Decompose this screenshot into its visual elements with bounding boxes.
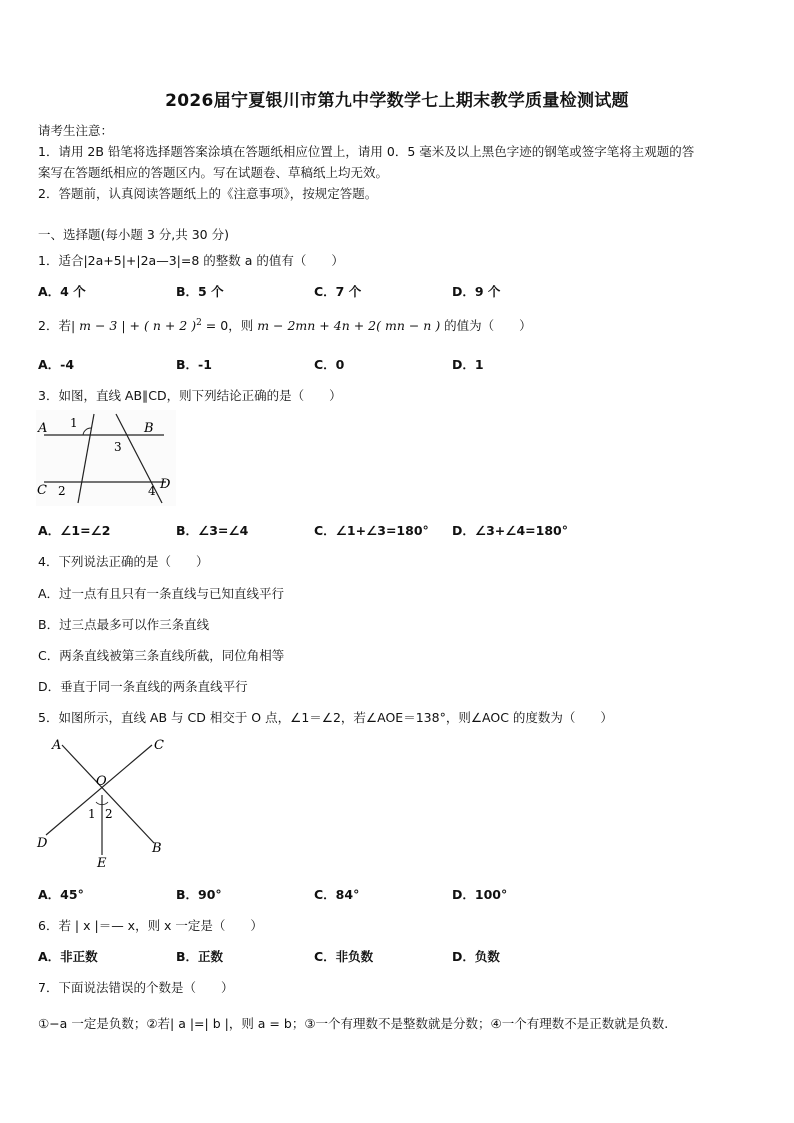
notice-item-2: 2．答题前，认真阅读答题纸上的《注意事项》，按规定答题。: [38, 186, 378, 201]
q3-label-a: A: [38, 421, 48, 436]
question-6-option-a: A．非正数: [38, 949, 98, 964]
question-1-option-d: D．9 个: [452, 284, 501, 299]
question-4-option-c: C．两条直线被第三条直线所截，同位角相等: [38, 648, 285, 663]
q5-label-b: B: [152, 841, 162, 856]
question-2-math-eq: = 0，则: [201, 318, 258, 333]
question-6-option-d: D．负数: [452, 949, 500, 964]
question-4-stem: 4．下列说法正确的是（ ）: [38, 554, 209, 569]
question-1-option-a: A．4 个: [38, 284, 86, 299]
question-2-option-d: D．1: [452, 357, 484, 372]
q3-label-1: 1: [70, 416, 78, 430]
question-1-stem: 1．适合|2a+5|+|2a—3|=8 的整数 a 的值有（ ）: [38, 253, 344, 268]
notice-item-1-line-2: 案写在答题纸相应的答题区内。写在试题卷、草稿纸上均无效。: [38, 165, 389, 180]
question-3-option-a: A．∠1=∠2: [38, 523, 111, 538]
q5-label-1: 1: [88, 807, 96, 821]
q3-label-b: B: [144, 421, 154, 436]
question-5-stem: 5．如图所示，直线 AB 与 CD 相交于 O 点，∠1＝∠2，若∠AOE＝138°，则∠AOC 的度数为（ ）: [38, 710, 613, 725]
question-7-stem: 7．下面说法错误的个数是（ ）: [38, 980, 234, 995]
q5-label-e: E: [97, 856, 107, 871]
question-3-stem: 3．如图，直线 AB∥CD，则下列结论正确的是（ ）: [38, 388, 342, 403]
question-6-stem: 6．若 | x |＝— x，则 x 一定是（ ）: [38, 918, 263, 933]
question-2-math-expr: m − 2mn + 4n + 2( mn − n ): [257, 318, 441, 333]
question-2-option-a: A．-4: [38, 357, 75, 372]
q5-label-2: 2: [105, 807, 113, 821]
question-5-option-a: A．45°: [38, 887, 84, 902]
question-2-stem: [38, 316, 532, 334]
q3-label-c: C: [37, 483, 47, 498]
question-3-option-d: D．∠3+∠4=180°: [452, 523, 568, 538]
q3-label-2: 2: [58, 484, 66, 498]
q3-label-d: D: [160, 477, 171, 492]
question-6-option-c: C．非负数: [314, 949, 374, 964]
question-4-option-d: D．垂直于同一条直线的两条直线平行: [38, 679, 248, 694]
question-5-figure: [32, 735, 172, 871]
q5-label-o: O: [96, 774, 107, 789]
question-2-option-c: C．0: [314, 357, 345, 372]
q3-label-3: 3: [114, 440, 122, 454]
question-3-option-c: C．∠1+∠3=180°: [314, 523, 429, 538]
question-5-option-c: C．84°: [314, 887, 360, 902]
question-5-option-b: B．90°: [176, 887, 222, 902]
question-3-option-b: B．∠3=∠4: [176, 523, 249, 538]
notice-item-1-line-1: 1．请用 2B 铅笔将选择题答案涂填在答题纸相应位置上，请用 0．5 毫米及以上黑色字迹的钢笔或签字笔将主观题的答: [38, 144, 695, 159]
question-2-option-b: B．-1: [176, 357, 212, 372]
q5-label-d: D: [37, 836, 48, 851]
question-2-math-abs: | m − 3 | + ( n + 2 ): [70, 318, 197, 333]
question-4-option-b: B．过三点最多可以作三条直线: [38, 617, 210, 632]
notice-heading: 请考生注意：: [38, 123, 114, 138]
question-2-suffix: 的值为（ ）: [440, 318, 532, 333]
question-5-option-d: D．100°: [452, 887, 508, 902]
page-title: 2026届宁夏银川市第九中学数学七上期末教学质量检测试题: [165, 91, 629, 111]
q3-label-4: 4: [148, 484, 156, 498]
q5-label-a: A: [52, 738, 62, 753]
q5-label-c: C: [154, 738, 164, 753]
question-4-option-a: A．过一点有且只有一条直线与已知直线平行: [38, 586, 285, 601]
question-2-exponent: 2: [196, 317, 202, 328]
question-6-option-b: B．正数: [176, 949, 224, 964]
question-7-statements: ①−a 一定是负数；②若| a |=| b |，则 a = b；③一个有理数不是整数就是分数；④一个有理数不是正数就是负数.: [38, 1016, 669, 1031]
question-2-prefix: 2．若: [38, 318, 71, 333]
question-1-option-b: B．5 个: [176, 284, 224, 299]
question-3-figure: [36, 410, 176, 506]
section-heading: 一、选择题(每小题 3 分,共 30 分): [38, 227, 229, 242]
question-1-option-c: C．7 个: [314, 284, 362, 299]
